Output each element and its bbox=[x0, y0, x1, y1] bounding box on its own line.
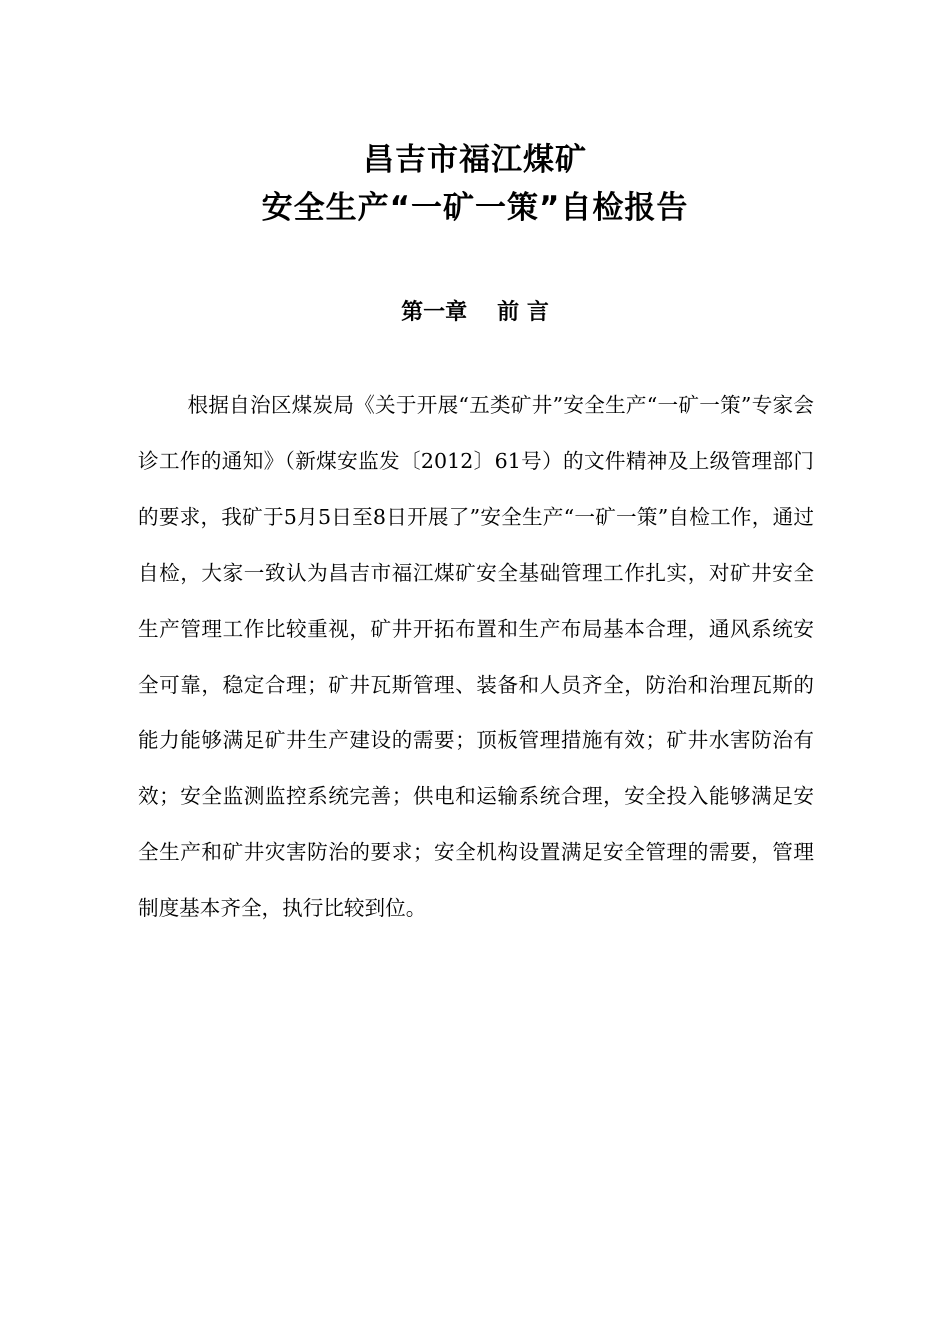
document-title bbox=[0, 136, 950, 232]
body-paragraph: 根据自治区煤炭局《关于开展“五类矿井”安全生产“一矿一策”专家会诊工作的通知》（新煤安监发〔2012〕61号）的文件精神及上级管理部门的要求，我矿于5月5日至8日开展了”安全生产“一矿一策”自检工作，通过自检，大家一致认为昌吉市福江煤矿安全基础管理工作扎实，对矿井安全生产管理工作比较重视，矿井开拓布置和生产布局基本合理，通风系统安全可靠，稳定合理；矿井瓦斯管理、装备和人员齐全，防治和治理瓦斯的能力能够满足矿井生产建设的需要；顶板管理措施有效；矿井水害防治有效；安全监测监控系统完善；供电和运输系统合理，安全投入能够满足安全生产和矿井灾害防治的要求；安全机构设置满足安全管理的需要，管理制度基本齐全，执行比较到位。 bbox=[138, 393, 814, 921]
chapter-number: 第一章 bbox=[401, 300, 468, 325]
chapter-heading bbox=[0, 293, 950, 333]
title-line-1: 昌吉市福江煤矿 bbox=[363, 142, 587, 178]
title-line-2: 安全生产“一矿一策”自检报告 bbox=[261, 190, 689, 226]
chapter-name: 前 言 bbox=[497, 300, 549, 325]
